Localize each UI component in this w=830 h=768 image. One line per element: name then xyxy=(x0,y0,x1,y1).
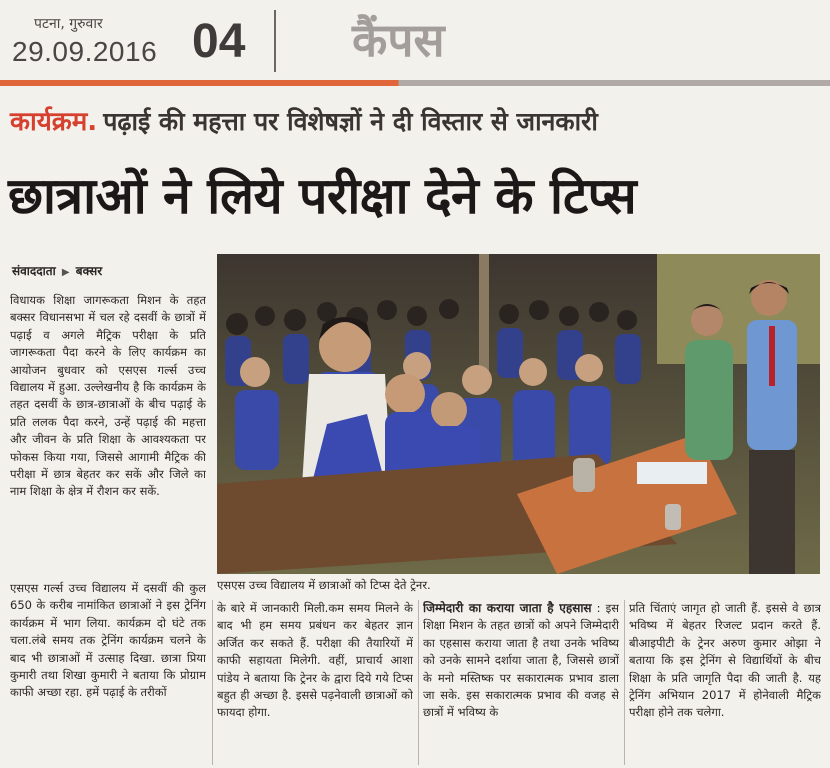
masthead-divider xyxy=(274,10,276,72)
body-column-1-top xyxy=(10,292,206,576)
column-separator xyxy=(624,600,625,765)
classroom-photo-illustration xyxy=(217,254,820,574)
photo-caption: एसएस उच्च विद्यालय में छात्राओं को टिप्स देते ट्रेनर. xyxy=(217,578,431,592)
masthead xyxy=(0,0,830,86)
kicker-line xyxy=(10,102,820,138)
byline xyxy=(12,262,102,279)
body-column-4 xyxy=(629,600,821,765)
masthead-rule xyxy=(0,80,830,86)
article-photo xyxy=(217,254,820,574)
column-separator xyxy=(212,600,213,765)
byline-place: बक्सर xyxy=(75,264,103,278)
column-separator xyxy=(418,600,419,765)
paragraph-text: : इस शिक्षा मिशन के तहत छात्रों को अपने जिम्मेदारी का एहसास कराया जाता है तथा उनके भविष्य को उनके सामने दर्शाया जाता है, जिससे छात्रों के मनो मस्तिष्क पर सकारात्मक प्रभाव डाला जा सके. इस सकारात्मक प्रभाव की वजह से छात्रों में भविष्य के xyxy=(423,601,619,720)
column-subheading: जिम्मेदारी का कराया जाता है एहसास xyxy=(423,601,592,615)
kicker: कार्यक्रम. xyxy=(10,107,98,137)
paragraph: विधायक शिक्षा जागरूकता मिशन के तहत बक्सर विधानसभा में चल रहे दसवीं के छात्रों में पढ़ाई व अगले मैट्रिक परीक्षा के प्रति जागरूकता पैदा करने के लिए कार्यक्रम का आयोजन बुधवार को एसएस गर्ल्स उच्च विद्यालय में हुआ. उल्लेखनीय है कि कार्यक्रम के तहत दसवीं के छात्र-छात्राओं के बीच पढ़ाई के प्रति ललक पैदा करने, उन्हें पढ़ाई की महत्ता और जीवन के प्रति शिक्षा के आवश्यकता पर फोकस किया गया, जिससे आगामी मैट्रिक की परीक्षा में छात्र बेहतर कर सकें और जिले का नाम शिक्षा के क्षेत्र में रौशन कर सकें. xyxy=(10,293,206,499)
issue-date: 29.09.2016 xyxy=(12,36,158,67)
body-column-1-bottom xyxy=(10,580,206,765)
city-day: पटना, गुरुवार xyxy=(34,16,103,32)
paragraph: एसएस गर्ल्स उच्च विद्यालय में दसवीं की कुल 650 के करीब नामांकित छात्राओं ने इस ट्रेनिंग कार्यक्रम में भाग लिया. कार्यक्रम दो घंटे तक चला.लंबे समय तक ट्रेनिंग कार्यक्रम चलने के बाद भी छात्राओं में उत्साह दिखा. छात्रा प्रिया कुमारी तथा शिखा कुमारी ने बताया कि प्रोग्राम काफी अच्छा रहा. हमें पढ़ाई के तरीकों xyxy=(10,581,206,700)
paragraph: प्रति चिंताएं जागृत हो जाती हैं. इससे वे छात्र भविष्य में बेहतर रिजल्ट प्रदान करते हैं. बीआइपीटी के ट्रेनर अरुण कुमार ओझा ने बताया कि इस ट्रेनिंग से विद्यार्थियों के बीच शिक्षा के प्रति जागृति पैदा की जाती है. यह ट्रेनिंग अभियान 2017 में होनेवाली मैट्रिक परीक्षा होने तक चलेगा. xyxy=(629,601,821,720)
byline-author: संवाददाता xyxy=(12,264,56,278)
paragraph: के बारे में जानकारी मिली.कम समय मिलने के बाद भी हम समय प्रबंधन कर बेहतर ज्ञान अर्जित कर सकते हैं. परीक्षा की तैयारियों में काफी सहायता मिलेगी. वहीं, प्राचार्य आशा पांडेय ने बताया कि ट्रेनर के द्वारा दिये गये टिप्स बहुत ही अच्छा है. इससे पढ़नेवाली छात्राओं को फायदा होगा. xyxy=(217,601,413,720)
subheadline: पढ़ाई की महत्ता पर विशेषज्ञों ने दी विस्तार से जानकारी xyxy=(103,107,598,136)
body-column-3 xyxy=(423,600,619,765)
paragraph-with-heading xyxy=(423,600,619,722)
page-number: 04 xyxy=(192,15,246,68)
headline: छात्राओं ने लिये परीक्षा देने के टिप्स xyxy=(8,167,637,225)
byline-arrow-icon: ▶ xyxy=(61,267,70,278)
body-column-2 xyxy=(217,600,413,765)
section-title: कैंपस xyxy=(352,13,445,67)
